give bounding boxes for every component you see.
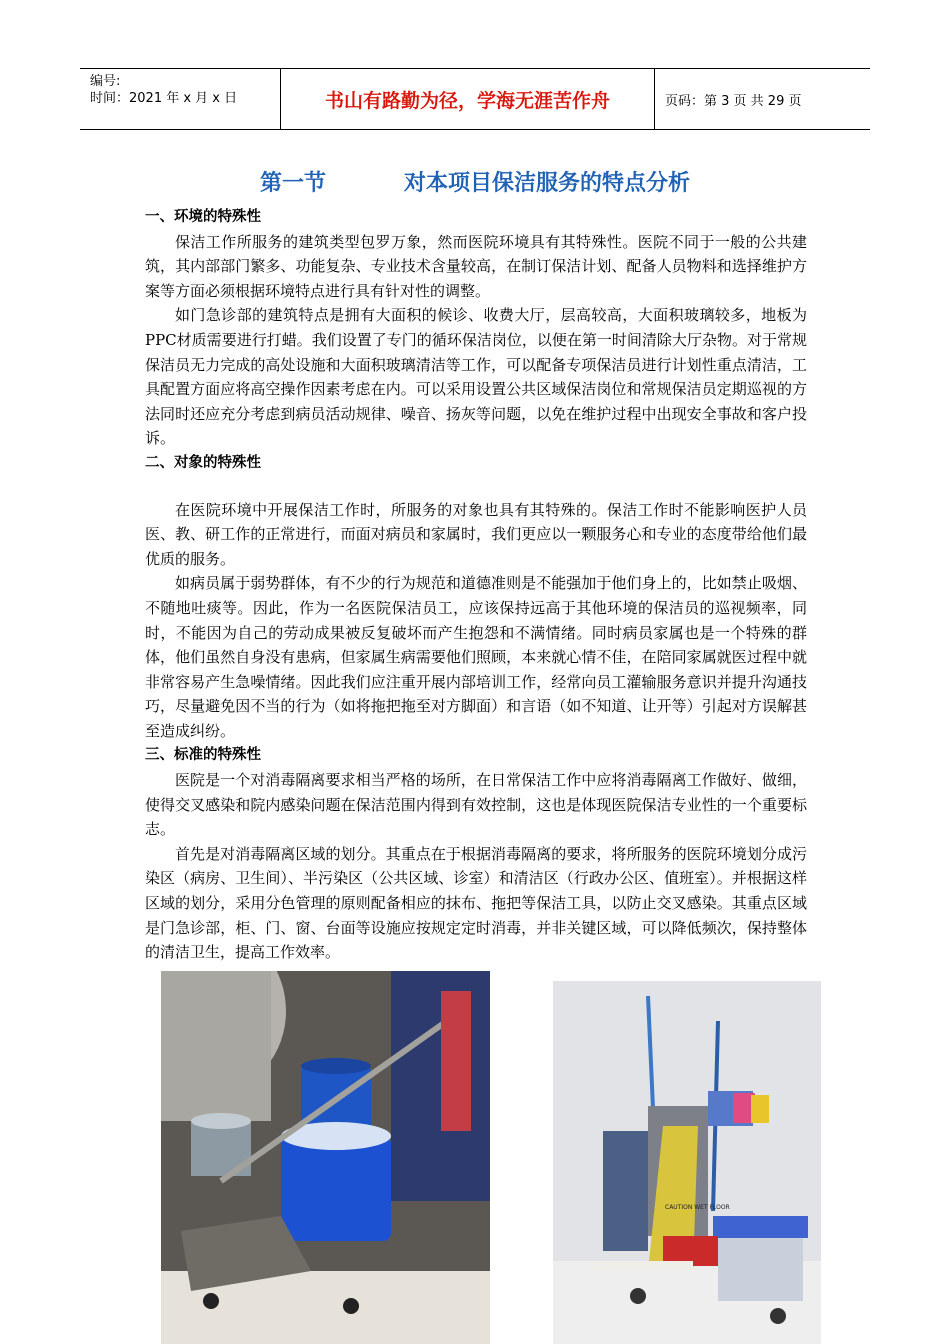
section-number: 第一节 xyxy=(259,171,326,196)
paragraph: 在医院环境中开展保洁工作时，所服务的对象也具有其特殊的。保洁工作时不能影响医护人员医、教、研工作的正常进行，而面对病员和家属时，我们更应以一颗服务心和专业的态度带给他们最优质的服务。 xyxy=(145,500,807,568)
section-heading: 三、标准的特殊性 xyxy=(145,747,261,764)
spacer xyxy=(145,476,807,498)
document-number-label: 编号: xyxy=(90,74,121,89)
header-left xyxy=(90,73,237,107)
header-divider xyxy=(654,69,655,129)
date-label: 时间：2021 年 x 月 x 日 xyxy=(90,91,238,106)
mop-bucket-photo xyxy=(161,971,490,1344)
section-heading: 二、对象的特殊性 xyxy=(145,454,261,471)
paragraph: 保洁工作所服务的建筑类型包罗万象，然而医院环境具有其特殊性。医院不同于一般的公共建筑，其内部部门繁多、功能复杂、专业技术含量较高，在制订保洁计划、配备人员物料和选择维护方案等方面必须根据环境特点进行具有针对性的调整。 xyxy=(145,232,807,300)
section-heading: 一、环境的特殊性 xyxy=(145,209,261,225)
paragraph: 如门急诊部的建筑特点是拥有大面积的候诊、收费大厅，层高较高，大面积玻璃较多，地板为PPC材质需要进行打蜡。我们设置了专门的循环保洁岗位，以便在第一时间清除大厅杂物。对于常规保洁员无力完成的高处设施和大面积玻璃清洁等工作，可以配备专项保洁员进行计划性重点清洁，工具配置方面应将高空操作因素考虑在内。可以采用设置公共区域保洁岗位和常规保洁员定期巡视的方法同时还应充分考虑到病员活动规律、噪音、扬灰等问题，以免在维护过程中出现安全事故和客户投诉。 xyxy=(145,306,807,448)
header-motto: 书山有路勤为径，学海无涯苦作舟 xyxy=(324,89,610,112)
paragraph: 如病员属于弱势群体，有不少的行为规范和道德准则是不能强加于他们身上的，比如禁止吸烟、不随地吐痰等。因此，作为一名医院保洁员工，应该保持远高于其他环境的保洁员的巡视频率，同时，不能因为自己的劳动成果被反复破坏而产生抱怨和不满情绪。同时病员家属也是一个特殊的群体，他们虽然自身没有患病，但家属生病需要他们照顾，本来就心情不佳，在陪同家属就医过程中就非常容易产生急噪情绪。因此我们应注重开展内部培训工作，经常向员工灌输服务意识并提升沟通技巧，尽量避免因不当的行为（如将拖把拖至对方脚面）和言语（如不知道、让开等）引起对方误解甚至造成纠纷。 xyxy=(145,574,807,740)
caution-sign-text: CAUTION WET FLOOR xyxy=(665,1204,730,1211)
paragraph: 首先是对消毒隔离区域的划分。其重点在于根据消毒隔离的要求，将所服务的医院环境划分成污染区（病房、卫生间）、半污染区（公共区域、诊室）和清洁区（行政办公区、值班室）。并根据这样区域的划分，采用分色管理的原则配备相应的抹布、拖把等保洁工具，以防止交叉感染。其重点区域是门急诊部，柜、门、窗、台面等设施应按规定定时消毒，并非关键区域，可以降低频次，保持整体的清洁卫生，提高工作效率。 xyxy=(145,844,807,962)
section-title: 对本项目保洁服务的特点分析 xyxy=(404,171,691,196)
page-number: 页码：第 3 页 共 29 页 xyxy=(665,94,802,109)
document-body xyxy=(145,205,807,965)
page-header xyxy=(80,68,870,130)
page-title xyxy=(0,166,950,197)
paragraph: 医院是一个对消毒隔离要求相当严格的场所，在日常保洁工作中应将消毒隔离工作做好、做细，使得交叉感染和院内感染问题在保洁范围内得到有效控制，这也是体现医院保洁专业性的一个重要标志。 xyxy=(145,771,807,839)
cleaning-cart-photo xyxy=(553,981,821,1344)
